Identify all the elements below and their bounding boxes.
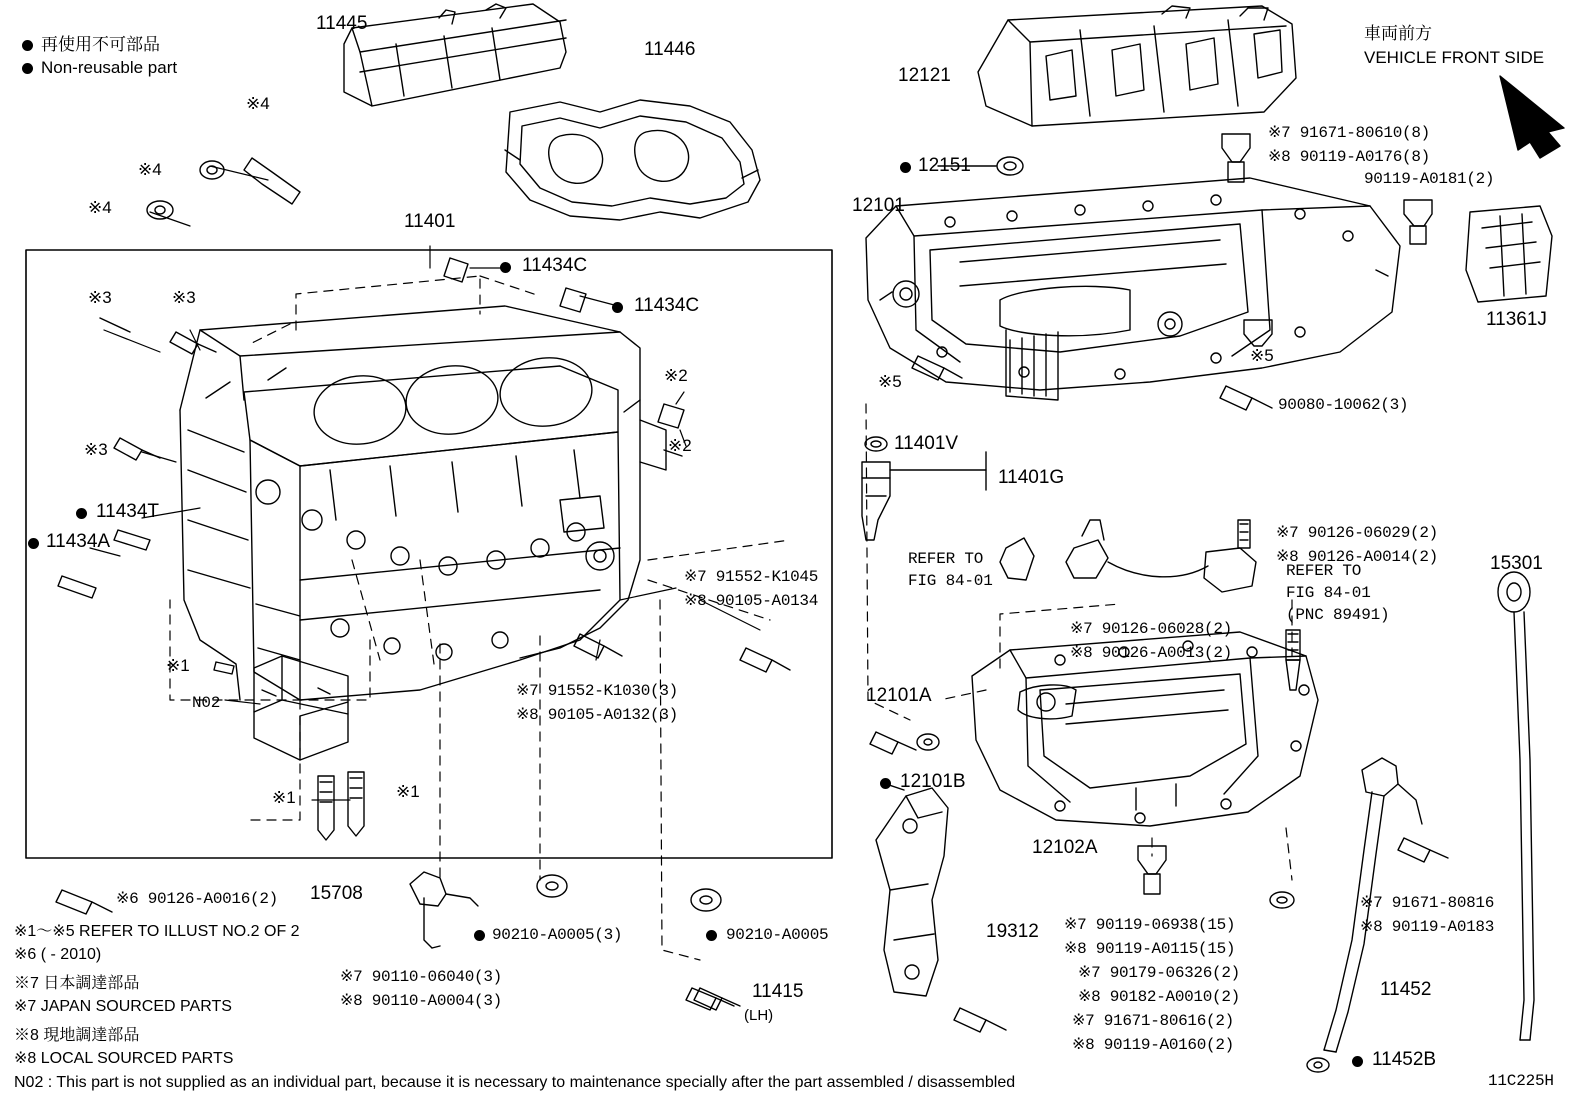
callout-90110-06040-l2[interactable]: ※8 90110-A0004(3) [340, 992, 502, 1010]
star-mark-1c: ※1 [396, 782, 420, 801]
part-label-12151[interactable]: 12151 [918, 155, 971, 176]
star-mark-5b: ※5 [1250, 346, 1274, 365]
callout-90126-06029-l1[interactable]: ※7 90126-06029(2) [1276, 524, 1438, 542]
callout-91671-80610-l2[interactable]: ※8 90119-A0176(8) [1268, 148, 1430, 166]
part-label-11434C-1[interactable]: 11434C [522, 255, 588, 276]
filled-circle-icon [22, 40, 33, 51]
callout-91671-80616-l1[interactable]: ※7 91671-80616(2) [1072, 1012, 1234, 1030]
filled-circle-icon [880, 778, 891, 789]
part-label-12102A[interactable]: 12102A [1032, 837, 1098, 858]
callout-90110-06040-l1[interactable]: ※7 90110-06040(3) [340, 968, 502, 986]
star-mark-5a: ※5 [878, 372, 902, 391]
part-15301-illustration [1498, 572, 1534, 1040]
callout-90126-06028-l2[interactable]: ※8 90126-A0013(2) [1070, 644, 1232, 662]
refer-to-a-line1[interactable]: REFER TO [908, 550, 984, 568]
part-label-12101A[interactable]: 12101A [866, 685, 932, 706]
footnote-6: N02 : This part is not supplied as an individual part, because it is necessary to maintenance specially after the part assembled / disassembled [14, 1074, 1016, 1091]
part-label-11434T[interactable]: 11434T [96, 501, 160, 522]
callout-90119-06938-l1[interactable]: ※7 90119-06938(15) [1064, 916, 1236, 934]
footnote-5: ※8 LOCAL SOURCED PARTS [14, 1050, 234, 1067]
vehicle-front-en: VEHICLE FRONT SIDE [1364, 48, 1545, 67]
star-mark-1a: ※1 [166, 656, 190, 675]
legend-item-1: Non-reusable part [22, 58, 177, 78]
callout-90126-06029-l2[interactable]: ※8 90126-A0014(2) [1276, 548, 1438, 566]
star-mark-3c: ※3 [84, 440, 108, 459]
star-mark-2b: ※2 [668, 436, 692, 455]
refer-to-a-line2[interactable]: FIG 84-01 [908, 572, 993, 590]
star-mark-1b: ※1 [272, 788, 296, 807]
part-label-11415-sub: (LH) [744, 1007, 774, 1024]
filled-circle-icon [28, 538, 39, 549]
callout-91671-80616-l2[interactable]: ※8 90119-A0160(2) [1072, 1036, 1234, 1054]
filled-circle-icon [474, 930, 485, 941]
refer-to-b-line1[interactable]: REFER TO [1286, 562, 1362, 580]
star-mark-3b: ※3 [172, 288, 196, 307]
callout-90179-06326-l2[interactable]: ※8 90182-A0010(2) [1078, 988, 1240, 1006]
part-label-12101B[interactable]: 12101B [900, 771, 966, 792]
part-label-11415[interactable]: 11415 [752, 981, 804, 1002]
refer-to-b-line2[interactable]: FIG 84-01 [1286, 584, 1371, 602]
part-label-11401[interactable]: 11401 [404, 211, 456, 232]
legend-item-0: 再使用不可部品 [22, 30, 160, 55]
star-mark-4b: ※4 [138, 160, 162, 179]
callout-91552-K1045-l2[interactable]: ※8 90105-A0134 [684, 592, 819, 610]
callout-91552-K1045-l1[interactable]: ※7 91552-K1045 [684, 568, 819, 586]
part-label-12101[interactable]: 12101 [852, 195, 905, 216]
callout-90179-06326-l1[interactable]: ※7 90179-06326(2) [1078, 964, 1240, 982]
part-label-11452B[interactable]: 11452B [1372, 1049, 1437, 1070]
star-mark-4a: ※4 [246, 94, 270, 113]
part-11452-illustration [1307, 758, 1422, 1072]
vehicle-front-jp: 車両前方 [1364, 24, 1432, 43]
callout-90080-10062[interactable]: 90080-10062(3) [1278, 396, 1409, 414]
part-label-11361J[interactable]: 11361J [1486, 309, 1547, 330]
refer-to-b-line3: (PNC 89491) [1286, 606, 1390, 624]
footnote-1: ※6 ( - 2010) [14, 946, 102, 963]
filled-circle-icon [76, 508, 87, 519]
filled-circle-icon [500, 262, 511, 273]
filled-circle-icon [706, 930, 717, 941]
callout-90210-A0005[interactable]: 90210-A0005 [726, 926, 829, 944]
part-12101-illustration [866, 178, 1400, 400]
vehicle-front-arrow [1500, 76, 1564, 158]
callout-90119-06938-l2[interactable]: ※8 90119-A0115(15) [1064, 940, 1236, 958]
callout-91671-80816-l2[interactable]: ※8 90119-A0183 [1360, 918, 1495, 936]
part-label-11401G[interactable]: 11401G [998, 467, 1065, 488]
callout-91552-K1030-l2[interactable]: ※8 90105-A0132(3) [516, 706, 678, 724]
part-label-11434A[interactable]: 11434A [46, 531, 111, 552]
filled-circle-icon [1352, 1056, 1363, 1067]
hardware-left [58, 158, 790, 840]
part-label-19312[interactable]: 19312 [986, 921, 1039, 942]
part-19312-illustration [876, 788, 948, 996]
star-mark-3a: ※3 [88, 288, 112, 307]
footnote-0: ※1～※5 REFER TO ILLUST NO.2 OF 2 [14, 923, 300, 940]
part-label-12121[interactable]: 12121 [898, 65, 951, 86]
callout-91552-K1030-l1[interactable]: ※7 91552-K1030(3) [516, 682, 678, 700]
star-mark-4c: ※4 [88, 198, 112, 217]
footnote-3: ※7 JAPAN SOURCED PARTS [14, 998, 232, 1015]
part-label-11401V[interactable]: 11401V [894, 433, 959, 454]
part-label-11446[interactable]: 11446 [644, 39, 696, 60]
part-label-15708[interactable]: 15708 [310, 883, 363, 904]
part-12121-illustration [978, 6, 1296, 126]
filled-circle-icon [22, 63, 33, 74]
footnote-2: ※7 日本調達部品 [14, 975, 140, 992]
footnote-4: ※8 現地調達部品 [14, 1027, 140, 1044]
part-label-15301[interactable]: 15301 [1490, 553, 1543, 574]
filled-circle-icon [900, 162, 911, 173]
star-mark-2a: ※2 [664, 366, 688, 385]
part-11445-illustration [344, 4, 566, 106]
sensor-assembly [1000, 520, 1300, 690]
callout-90126-06028-l1[interactable]: ※7 90126-06028(2) [1070, 620, 1232, 638]
filled-circle-icon [612, 302, 623, 313]
part-label-N02: N02 [192, 694, 221, 712]
part-15708-illustration [410, 872, 478, 948]
part-label-11452[interactable]: 11452 [1380, 979, 1432, 1000]
callout-90210-A0005-3[interactable]: 90210-A0005(3) [492, 926, 623, 944]
callout-91671-80610-l1[interactable]: ※7 91671-80610(8) [1268, 124, 1430, 142]
callout-90126-A0016[interactable]: ※6 90126-A0016(2) [116, 890, 278, 908]
part-11361J-illustration [1466, 206, 1552, 302]
sheet-code: 11C225H [1488, 1072, 1554, 1090]
callout-90119-A0181[interactable]: 90119-A0181(2) [1364, 170, 1495, 188]
callout-91671-80816-l1[interactable]: ※7 91671-80816 [1360, 894, 1495, 912]
part-11446-illustration [505, 100, 760, 220]
part-label-11434C-2[interactable]: 11434C [634, 295, 700, 316]
part-label-11445[interactable]: 11445 [316, 13, 368, 34]
